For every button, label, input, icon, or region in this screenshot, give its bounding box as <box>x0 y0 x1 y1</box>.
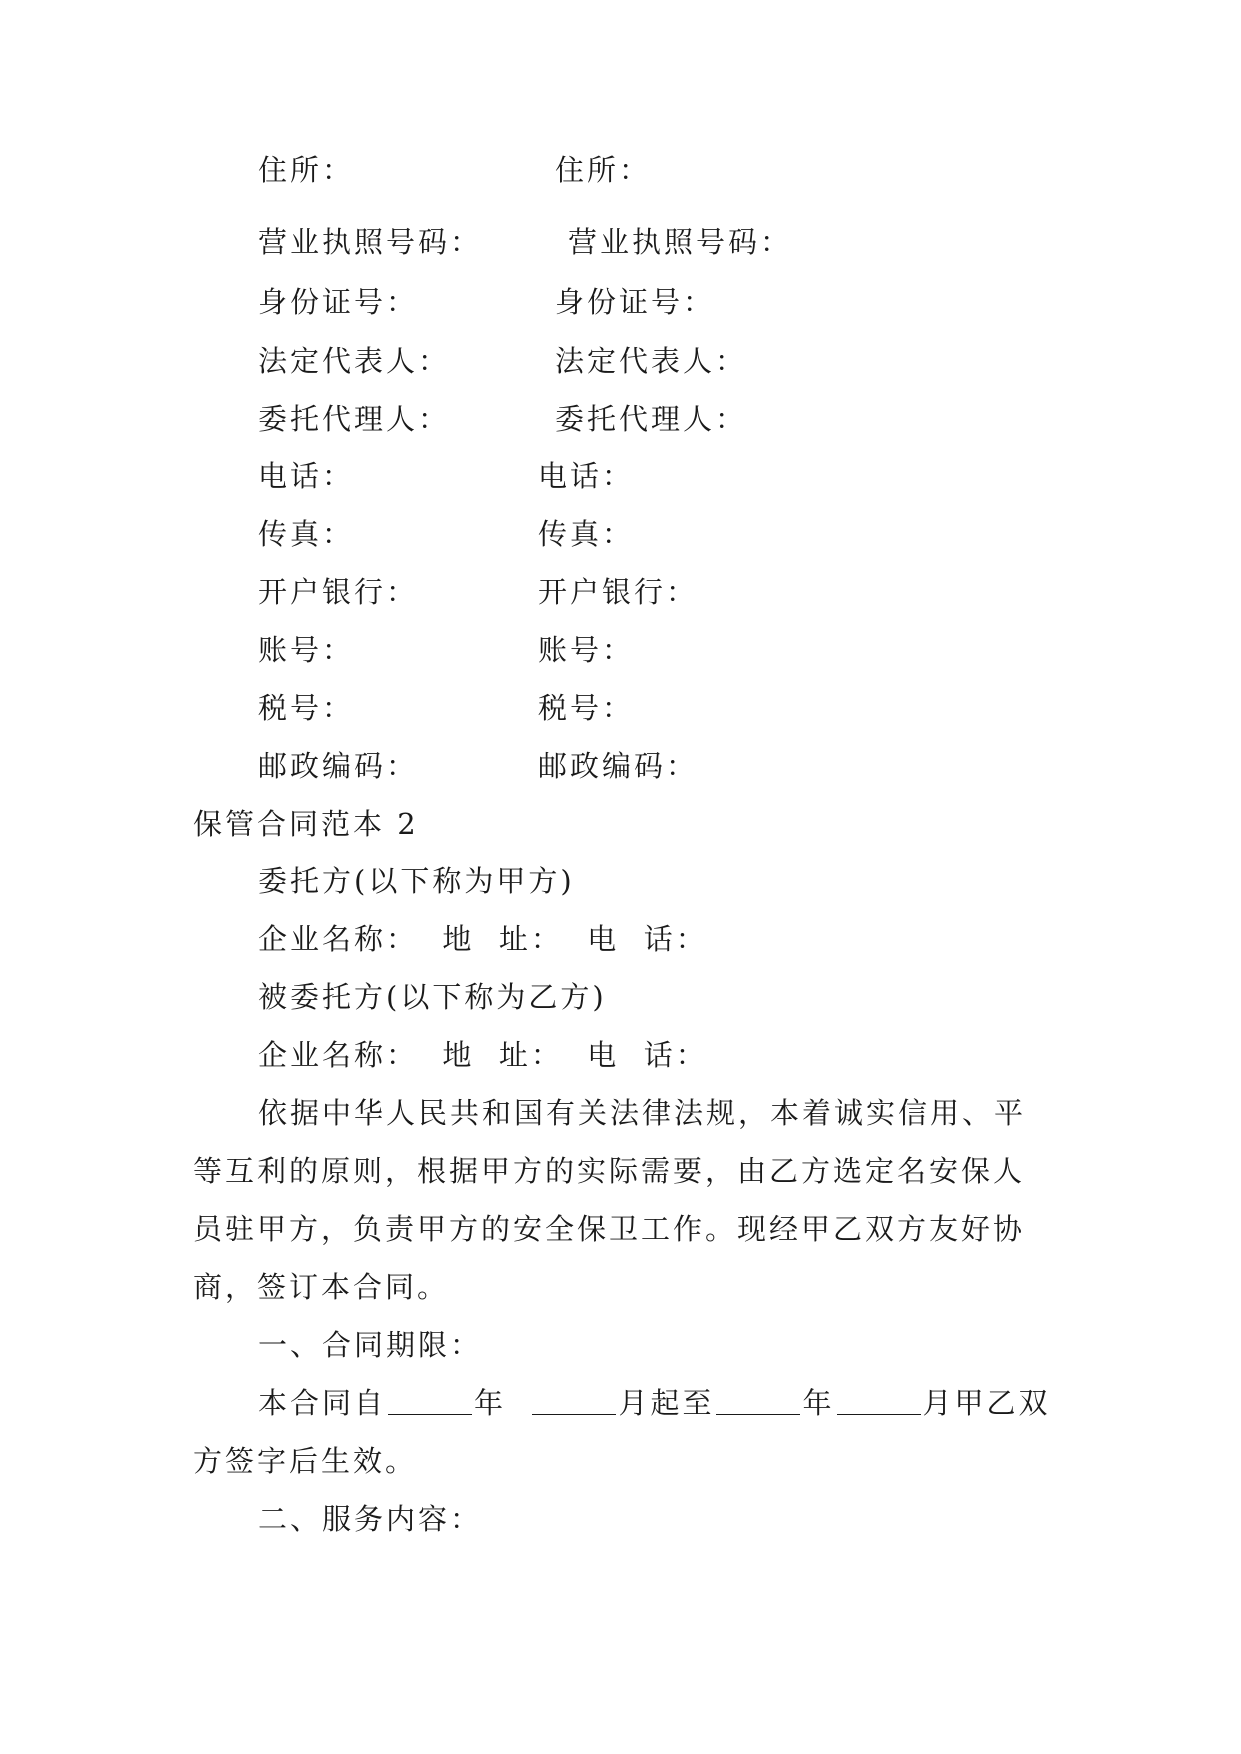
right-bank-label: 开户银行： <box>538 575 699 609</box>
left-tax-label: 税号： <box>258 691 355 725</box>
right-postcode-label: 邮政编码： <box>538 749 699 783</box>
term-blank-end-month <box>837 1388 921 1415</box>
service-heading: 二、服务内容： <box>258 1502 483 1536</box>
term-blank-start-month <box>532 1388 616 1415</box>
left-license-label: 营业执照号码： <box>258 225 483 259</box>
term-heading: 一、合同期限： <box>258 1328 483 1362</box>
term-blank-end-year <box>716 1388 800 1415</box>
term-line-2: 方签字后生效。 <box>193 1444 418 1478</box>
left-postcode-label: 邮政编码： <box>258 749 419 783</box>
client-heading: 委托方(以下称为甲方) <box>258 864 575 898</box>
right-residence-label: 住所： <box>555 153 652 187</box>
contractor-heading: 被委托方(以下称为乙方) <box>258 980 607 1014</box>
term-text-3: 月起至 <box>618 1386 715 1420</box>
client-info: 企业名称： 地 址： 电 话： <box>258 922 708 956</box>
term-blank-start-year <box>388 1388 472 1415</box>
term-text-5: 月甲乙双 <box>922 1386 1051 1420</box>
right-account-label: 账号： <box>538 633 635 667</box>
right-id-label: 身份证号： <box>555 285 716 319</box>
term-line-1 <box>258 1383 1051 1423</box>
term-text-2: 年 <box>474 1386 507 1420</box>
left-legal-rep-label: 法定代表人： <box>258 344 451 378</box>
term-text-4: 年 <box>802 1386 835 1420</box>
section-title: 保管合同范本 2 <box>193 807 419 841</box>
right-agent-label: 委托代理人： <box>555 402 748 436</box>
intro-line-2: 等互利的原则，根据甲方的实际需要，由乙方选定名安保人 <box>193 1154 1026 1188</box>
left-bank-label: 开户银行： <box>258 575 419 609</box>
left-id-label: 身份证号： <box>258 285 419 319</box>
intro-line-3: 员驻甲方，负责甲方的安全保卫工作。现经甲乙双方友好协 <box>193 1212 1026 1246</box>
right-phone-label: 电话： <box>538 459 635 493</box>
left-agent-label: 委托代理人： <box>258 402 451 436</box>
right-legal-rep-label: 法定代表人： <box>555 344 748 378</box>
right-license-label: 营业执照号码： <box>568 225 793 259</box>
left-residence-label: 住所： <box>258 153 355 187</box>
left-fax-label: 传真： <box>258 517 355 551</box>
intro-line-1: 依据中华人民共和国有关法律法规，本着诚实信用、平 <box>258 1096 1027 1130</box>
left-phone-label: 电话： <box>258 459 355 493</box>
term-text-1: 本合同自 <box>258 1386 387 1420</box>
right-tax-label: 税号： <box>538 691 635 725</box>
intro-line-4: 商，签订本合同。 <box>193 1270 450 1304</box>
contractor-info: 企业名称： 地 址： 电 话： <box>258 1038 708 1072</box>
right-fax-label: 传真： <box>538 517 635 551</box>
left-account-label: 账号： <box>258 633 355 667</box>
